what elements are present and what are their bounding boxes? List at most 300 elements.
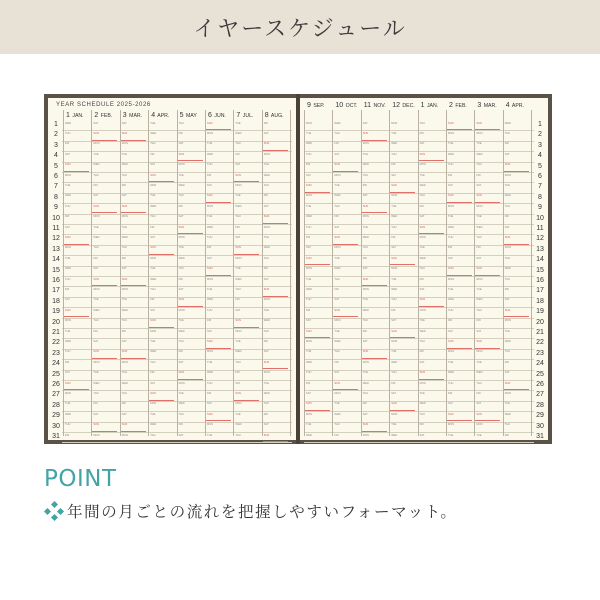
weekday-label: MON [448, 131, 455, 135]
weekday-label: TUE [263, 235, 269, 239]
weekday-label: SUN [448, 267, 454, 271]
weekday-label: TUE [362, 371, 368, 375]
weekday-label: WED [362, 235, 369, 239]
month-header [477, 102, 496, 109]
weekday-label: WED [419, 329, 426, 333]
weekday-label: SAT [93, 194, 99, 198]
weekday-label: WED [391, 215, 398, 219]
day-number: 21 [52, 329, 60, 336]
weekday-label: SAT [391, 319, 397, 323]
holiday-mark [362, 140, 387, 141]
weekday-label: WED [306, 215, 313, 219]
weekday-label: THU [362, 173, 369, 177]
weekday-label: TUE [334, 183, 340, 187]
month-divider [120, 110, 121, 436]
weekday-label: SAT [504, 298, 510, 302]
weekday-label: FRI [178, 423, 183, 427]
holiday-mark [475, 129, 500, 130]
day-number: 26 [52, 381, 60, 388]
row-divider [304, 328, 534, 329]
holiday-mark [390, 337, 415, 338]
weekday-label: TUE [391, 277, 397, 281]
month-number: 9 [307, 102, 311, 109]
weekday-label: FRI [65, 142, 70, 146]
weekday-label: WED [178, 329, 185, 333]
weekday-label: TUE [65, 256, 71, 260]
holiday-mark [92, 140, 117, 141]
holiday-mark [333, 171, 358, 172]
weekday-label: WED [334, 267, 341, 271]
weekday-label: SAT [334, 371, 340, 375]
weekday-label: SAT [150, 381, 156, 385]
weekday-label: TUE [235, 121, 241, 125]
weekday-label: WED [306, 142, 313, 146]
weekday-label: MON [207, 131, 214, 135]
weekday-label: FRI [65, 215, 70, 219]
weekday-label: THU [448, 308, 454, 312]
point-text: 年間の月ごとの流れを把握しやすいフォーマット。 [67, 503, 458, 521]
holiday-mark [92, 358, 117, 359]
weekday-label: TUE [306, 423, 312, 427]
weekday-label: WED [65, 121, 72, 125]
month-header [94, 112, 112, 119]
month-name: FEB. [453, 103, 467, 109]
weekday-label: THU [476, 163, 482, 167]
month-name: MAR. [482, 103, 497, 109]
day-number: 18 [536, 297, 544, 305]
weekday-label: FRI [476, 391, 481, 395]
weekday-label: FRI [178, 277, 183, 281]
weekday-label: WED [419, 402, 426, 406]
weekday-label: TUE [121, 298, 127, 302]
month-number: 11 [363, 102, 372, 109]
weekday-label: SAT [235, 163, 241, 167]
weekday-label: MON [476, 350, 483, 354]
weekday-label: SAT [448, 183, 453, 187]
weekday-label: TUE [178, 246, 184, 250]
weekday-label: SAT [306, 319, 311, 323]
weekday-label: SAT [93, 121, 99, 125]
weekday-label: TUE [419, 173, 425, 177]
holiday-mark [263, 296, 288, 297]
day-number: 10 [536, 214, 544, 222]
holiday-mark [121, 212, 146, 213]
weekday-label: MON [121, 215, 128, 219]
weekday-label: WED [235, 277, 242, 281]
weekday-label: WED [121, 308, 128, 312]
weekday-label: SUN [334, 308, 340, 312]
weekday-label: WED [362, 381, 369, 385]
weekday-label: SUN [235, 246, 241, 250]
holiday-mark [447, 420, 472, 421]
day-number: 6 [54, 173, 58, 180]
weekday-label: MON [306, 412, 313, 416]
month-divider [177, 110, 178, 436]
holiday-mark [504, 171, 529, 172]
weekday-label: WED [448, 298, 455, 302]
weekday-label: SAT [207, 183, 212, 187]
weekday-label: TUE [263, 381, 269, 385]
weekday-label: TUE [391, 204, 397, 208]
day-number: 16 [52, 277, 60, 284]
month-number: 3 [122, 112, 127, 119]
weekday-label: MON [334, 319, 341, 323]
weekday-label: FRI [419, 423, 424, 427]
weekday-label: THU [207, 235, 213, 239]
weekday-label: THU [65, 277, 71, 281]
weekday-label: THU [93, 173, 99, 177]
month-number: 4 [151, 112, 156, 119]
holiday-mark [178, 233, 203, 234]
weekday-label: SAT [334, 152, 340, 156]
weekday-label: FRI [476, 246, 481, 250]
month-header [208, 112, 226, 119]
weekday-label: WED [235, 131, 242, 135]
holiday-mark [362, 212, 387, 213]
weekday-label: THU [65, 204, 71, 208]
weekday-label: FRI [121, 329, 126, 333]
weekday-label: FRI [65, 360, 70, 364]
day-number: 19 [52, 308, 60, 316]
month-name: NOV. [372, 103, 386, 109]
weekday-label: SUN [178, 371, 185, 375]
day-number: 2 [54, 131, 58, 139]
weekday-label: SAT [150, 235, 156, 239]
holiday-mark [149, 400, 174, 401]
weekday-label: TUE [93, 152, 99, 156]
weekday-label: THU [150, 360, 156, 364]
month-name: JUN. [212, 113, 226, 119]
day-number: 23 [536, 349, 544, 357]
weekday-label: THU [121, 391, 128, 395]
weekday-label: MON [334, 246, 341, 250]
day-number: 19 [536, 308, 544, 316]
weekday-label: FRI [391, 308, 396, 312]
weekday-label: FRI [235, 152, 240, 156]
weekday-label: THU [419, 194, 425, 198]
weekday-label: WED [391, 142, 398, 146]
day-number: 25 [536, 370, 544, 378]
weekday-label: TUE [65, 183, 71, 187]
weekday-label: SUN [334, 235, 340, 239]
weekday-label: WED [65, 339, 72, 343]
row-divider [304, 432, 534, 433]
month-name: SEP. [311, 103, 325, 109]
weekday-label: MON [121, 142, 128, 146]
day-number: 26 [536, 381, 544, 388]
holiday-mark [390, 410, 415, 411]
row-divider [304, 234, 534, 235]
day-number: 6 [538, 173, 542, 180]
weekday-label: FRI [263, 267, 268, 271]
weekday-label: THU [150, 142, 156, 146]
month-divider [503, 110, 504, 436]
day-number: 20 [52, 318, 60, 326]
weekday-label: FRI [448, 246, 453, 250]
weekday-label: SAT [448, 256, 453, 260]
weekday-label: TUE [504, 402, 510, 406]
weekday-label: WED [121, 381, 128, 385]
weekday-label: THU [362, 246, 369, 250]
month-number: 1 [420, 102, 425, 109]
day-number: 15 [536, 266, 544, 274]
weekday-label: THU [235, 215, 241, 219]
weekday-label: TUE [362, 152, 368, 156]
weekday-label: SAT [93, 412, 99, 416]
weekday-label: TUE [504, 329, 510, 333]
holiday-mark [121, 140, 146, 141]
weekday-label: SAT [121, 339, 127, 343]
weekday-label: SUN [263, 360, 270, 364]
weekday-label: FRI [207, 173, 212, 177]
month-divider [446, 110, 447, 436]
weekday-label: SUN [391, 329, 397, 333]
day-number: 14 [52, 256, 60, 264]
weekday-label: WED [448, 371, 455, 375]
weekday-label: TUE [121, 371, 127, 375]
weekday-label: FRI [504, 433, 509, 437]
day-number: 5 [538, 162, 542, 170]
weekday-label: WED [419, 183, 426, 187]
weekday-label: TUE [306, 204, 312, 208]
day-number: 4 [54, 152, 58, 160]
weekday-label: TUE [207, 142, 213, 146]
holiday-mark [178, 160, 203, 161]
holiday-mark [178, 306, 203, 307]
weekday-label: MON [207, 423, 214, 427]
weekday-label: THU [178, 121, 184, 125]
day-number: 22 [536, 339, 544, 347]
weekday-label: TUE [362, 298, 368, 302]
month-header [335, 102, 357, 109]
weekday-label: WED [504, 412, 511, 416]
holiday-mark [475, 202, 500, 203]
weekday-label: WED [207, 225, 214, 229]
month-header [307, 102, 325, 109]
weekday-label: SAT [178, 287, 184, 291]
weekday-label: WED [362, 308, 369, 312]
weekday-label: TUE [448, 142, 454, 146]
weekday-label: FRI [263, 412, 268, 416]
weekday-label: MON [306, 267, 313, 271]
weekday-label: MON [263, 152, 270, 156]
weekday-label: TUE [121, 152, 127, 156]
weekday-label: THU [263, 329, 270, 333]
weekday-label: MON [207, 277, 214, 281]
weekday-label: WED [504, 121, 511, 125]
holiday-mark [206, 129, 231, 130]
weekday-label: MON [65, 173, 72, 177]
weekday-label: WED [207, 298, 214, 302]
weekday-label: SUN [448, 339, 454, 343]
month-divider [332, 110, 333, 436]
weekday-label: SUN [448, 412, 454, 416]
weekday-label: MON [334, 391, 341, 395]
row-divider [304, 172, 534, 173]
weekday-label: FRI [391, 381, 396, 385]
weekday-label: FRI [121, 402, 126, 406]
holiday-mark [362, 431, 387, 432]
weekday-label: THU [263, 402, 270, 406]
row-divider [304, 276, 534, 277]
weekday-label: SAT [207, 256, 212, 260]
holiday-mark [504, 389, 529, 390]
month-divider [418, 110, 419, 436]
weekday-label: MON [448, 423, 455, 427]
month-name: APR. [156, 113, 170, 119]
day-number: 28 [52, 401, 60, 409]
weekday-label: TUE [334, 402, 340, 406]
holiday-mark [362, 285, 387, 286]
row-divider [304, 359, 534, 360]
weekday-label: SAT [419, 433, 425, 437]
weekday-label: FRI [448, 173, 453, 177]
weekday-label: FRI [362, 256, 367, 260]
weekday-label: MON [448, 277, 455, 281]
holiday-mark [64, 316, 89, 317]
weekday-label: SAT [391, 246, 397, 250]
weekday-label: WED [178, 183, 185, 187]
weekday-label: SAT [476, 256, 482, 260]
weekday-label: SUN [121, 423, 128, 427]
weekday-label: THU [334, 204, 340, 208]
day-number: 13 [52, 245, 60, 253]
month-number: 8 [264, 112, 269, 119]
weekday-label: WED [504, 339, 511, 343]
month-divider [389, 110, 390, 436]
holiday-mark [234, 400, 259, 401]
weekday-label: MON [448, 204, 455, 208]
weekday-label: SAT [207, 402, 212, 406]
weekday-label: FRI [306, 235, 311, 239]
weekday-label: MON [235, 402, 242, 406]
weekday-label: FRI [65, 287, 70, 291]
weekday-label: SUN [419, 225, 426, 229]
row-divider [304, 203, 534, 204]
weekday-label: SAT [121, 412, 127, 416]
month-divider [205, 110, 206, 436]
day-number: 17 [52, 287, 60, 295]
weekday-label: FRI [150, 371, 155, 375]
weekday-label: SUN [121, 131, 128, 135]
weekday-label: WED [334, 412, 341, 416]
holiday-mark [234, 181, 259, 182]
day-number: 12 [52, 235, 60, 243]
month-header [236, 112, 253, 119]
weekday-label: TUE [121, 225, 127, 229]
weekday-label: THU [362, 319, 369, 323]
weekday-label: FRI [504, 215, 509, 219]
weekday-label: SUN [150, 173, 156, 177]
day-number: 11 [52, 225, 60, 232]
weekday-label: THU [448, 381, 454, 385]
weekday-label: WED [150, 277, 157, 281]
holiday-mark [206, 275, 231, 276]
weekday-label: WED [263, 246, 270, 250]
holiday-mark [333, 389, 358, 390]
weekday-label: SAT [65, 225, 70, 229]
weekday-label: THU [306, 225, 312, 229]
weekday-label: TUE [207, 360, 213, 364]
weekday-label: FRI [306, 163, 311, 167]
month-divider [304, 110, 305, 436]
holiday-mark [475, 348, 500, 349]
weekday-label: FRI [150, 298, 155, 302]
weekday-label: SAT [362, 194, 368, 198]
month-header [421, 102, 439, 109]
weekday-label: FRI [334, 287, 339, 291]
weekday-label: SUN [235, 391, 241, 395]
weekday-label: FRI [504, 360, 509, 364]
weekday-label: TUE [306, 131, 312, 135]
weekday-label: SUN [263, 433, 270, 437]
weekday-label: THU [263, 183, 270, 187]
holiday-mark [121, 431, 146, 432]
weekday-label: THU [93, 246, 99, 250]
month-number: 10 [335, 102, 344, 109]
weekday-label: SUN [150, 246, 156, 250]
weekday-label: FRI [207, 391, 212, 395]
weekday-label: WED [150, 131, 157, 135]
holiday-mark [234, 254, 259, 255]
weekday-label: THU [306, 298, 312, 302]
weekday-label: THU [448, 235, 454, 239]
weekday-label: TUE [235, 412, 241, 416]
day-number: 9 [538, 204, 542, 212]
weekday-label: SUN [476, 194, 482, 198]
weekday-label: WED [448, 225, 455, 229]
weekday-label: FRI [150, 152, 155, 156]
weekday-label: SAT [334, 225, 340, 229]
row-divider [304, 286, 534, 287]
weekday-label: WED [391, 433, 398, 437]
weekday-label: FRI [93, 256, 98, 260]
weekday-label: TUE [235, 339, 241, 343]
weekday-label: TUE [419, 391, 425, 395]
weekday-label: SUN [476, 412, 482, 416]
day-number: 27 [536, 391, 544, 399]
weekday-label: SAT [178, 360, 184, 364]
weekday-label: FRI [334, 360, 339, 364]
month-header [123, 112, 142, 119]
weekday-label: TUE [448, 287, 454, 291]
weekday-label: FRI [504, 287, 509, 291]
weekday-label: WED [476, 152, 483, 156]
weekday-label: SUN [448, 194, 454, 198]
weekday-label: SUN [419, 152, 426, 156]
weekday-label: SUN [306, 402, 312, 406]
weekday-label: THU [93, 319, 99, 323]
holiday-mark [263, 441, 288, 442]
day-number: 23 [52, 349, 60, 357]
day-number: 16 [536, 277, 544, 284]
day-number: 28 [536, 401, 544, 409]
month-header [151, 112, 169, 119]
weekday-label: FRI [93, 183, 98, 187]
month-header [392, 102, 415, 109]
weekday-label: SUN [207, 267, 213, 271]
holiday-mark [504, 244, 529, 245]
weekday-label: TUE [207, 287, 213, 291]
weekday-label: MON [207, 350, 214, 354]
weekday-label: SAT [448, 329, 453, 333]
weekday-label: MON [93, 142, 100, 146]
weekday-label: SAT [476, 183, 482, 187]
row-divider [304, 390, 534, 391]
weekday-label: THU [334, 423, 340, 427]
weekday-label: SUN [334, 381, 340, 385]
weekday-label: SAT [121, 267, 127, 271]
